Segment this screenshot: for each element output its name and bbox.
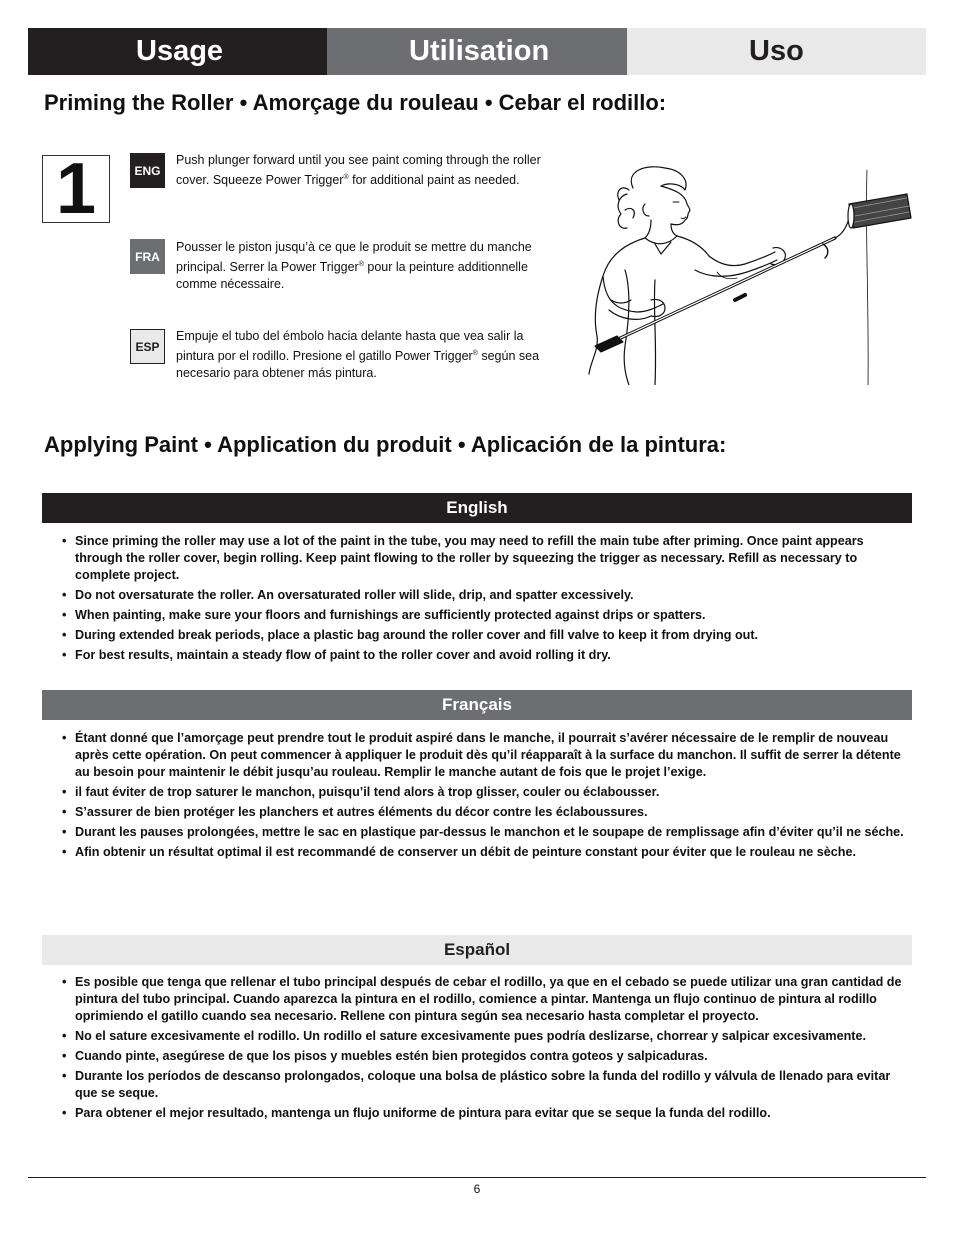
english-heading: English xyxy=(42,493,912,523)
list-item: • Cuando pinte, asegúrese de que los pisos y muebles estén bien protegidos contra goteos y salpicaduras. xyxy=(62,1048,910,1065)
list-item: • Durant les pauses prolongées, mettre le sac en plastique par-dessus le manchon et le soupape de remplissage afin d’éviter qu’il ne séche. xyxy=(62,824,910,841)
header-usage: Usage xyxy=(28,28,327,75)
registered-mark: ® xyxy=(358,261,364,268)
list-item: • Afin obtenir un résultat optimal il est recommandé de conserver un débit de peinture constant pour éviter que le rouleau ne sèche. xyxy=(62,844,910,861)
priming-title: Priming the Roller • Amorçage du rouleau • Cebar el rodillo: xyxy=(44,90,667,115)
fra-priming-text xyxy=(176,239,559,293)
esp-text-part: Empuje el tubo del émbolo hacia delante hasta que vea salir la pintura por el rodillo. Presione el gatillo Power Trigger xyxy=(176,329,524,364)
english-list xyxy=(62,533,910,667)
eng-badge: ENG xyxy=(130,153,165,188)
list-item: • Para obtener el mejor resultado, mantenga un flujo uniforme de pintura para evitar que se seque la funda del rodillo. xyxy=(62,1105,910,1122)
fra-badge: FRA xyxy=(130,239,165,274)
step-number-box: 1 xyxy=(42,155,110,223)
eng-text-part: for additional paint as needed. xyxy=(348,173,520,188)
footer-divider xyxy=(28,1177,926,1178)
header-uso: Uso xyxy=(627,28,926,75)
list-item: • Durante los períodos de descanso prolongados, coloque una bolsa de plástico sobre la funda del rodillo y válvula de llenado para evitar que se seque. xyxy=(62,1068,910,1102)
francais-list xyxy=(62,730,910,864)
list-item: • il faut éviter de trop saturer le manchon, puisqu’il tend alors à trop glisser, couler ou éclabousser. xyxy=(62,784,910,801)
list-item: • S’assurer de bien protéger les planchers et autres éléments du décor contre les éclaboussures. xyxy=(62,804,910,821)
registered-mark: ® xyxy=(472,350,478,357)
list-item: • For best results, maintain a steady flow of paint to the roller cover and avoid rolling it dry. xyxy=(62,647,910,664)
fra-text-part: Pousser le piston jusqu’à ce que le produit se mettre du manche principal. Serrer la Power Trigger xyxy=(176,240,532,275)
list-item: • Étant donné que l’amorçage peut prendre tout le produit aspiré dans le manche, il pourrait s’avérer nécessaire de le remplir de nouveau après cette opération. On peut commencer à appliquer le produit dès qu’il réapparaît à la surface du manchon. Il suffit de serrer la détente au besoin pour maintenir le débit jusqu’au rouleau. Remplir le manche autant de fois que le projet l’exige. xyxy=(62,730,910,781)
applying-title: Applying Paint • Application du produit • Aplicación de la pintura: xyxy=(44,432,727,457)
header-utilisation: Utilisation xyxy=(327,28,627,75)
list-item: • Es posible que tenga que rellenar el tubo principal después de cebar el rodillo, ya que en el cebado se puede utilizar una gran cantidad de pintura del tubo principal. Cuando aparezca la pintura en el rodillo, comience a pintar. Mantenga un flujo continuo de pintura al rodillo oprimiendo el gatillo cuando sea necesario. Rellene con pintura según sea necesario hasta completar el proyecto. xyxy=(62,974,910,1025)
header-bar xyxy=(28,28,926,75)
esp-text-part: según sea necesario para obtener más pintura. xyxy=(176,349,540,381)
espanol-heading: Español xyxy=(42,935,912,965)
list-item: • Since priming the roller may use a lot of the paint in the tube, you may need to refill the main tube after priming. Once paint appears through the roller cover, begin rolling. Keep paint flowing to the roller by squeezing the trigger as necessary. Refill as necessary to complete project. xyxy=(62,533,910,584)
eng-text-part: Push plunger forward until you see paint coming through the roller cover. Squeeze Power Trigger xyxy=(176,153,541,188)
francais-heading: Français xyxy=(42,690,912,720)
list-item: • When painting, make sure your floors and furnishings are sufficiently protected against drips or spatters. xyxy=(62,607,910,624)
page-number: 6 xyxy=(473,1182,481,1196)
fra-text-part: pour la peinture additionnelle comme nécessaire. xyxy=(176,260,528,292)
esp-priming-text xyxy=(176,328,559,382)
person-painting-illustration xyxy=(585,160,920,385)
eng-priming-text xyxy=(176,152,559,189)
espanol-list xyxy=(62,974,910,1125)
esp-badge: ESP xyxy=(130,329,165,364)
registered-mark: ® xyxy=(343,174,349,181)
list-item: • Do not oversaturate the roller. An oversaturated roller will slide, drip, and spatter excessively. xyxy=(62,587,910,604)
list-item: • No el sature excesivamente el rodillo. Un rodillo el sature excesivamente pues podría deslizarse, chorrear y salpicar excesivamente. xyxy=(62,1028,910,1045)
list-item: • During extended break periods, place a plastic bag around the roller cover and fill valve to keep it from drying out. xyxy=(62,627,910,644)
